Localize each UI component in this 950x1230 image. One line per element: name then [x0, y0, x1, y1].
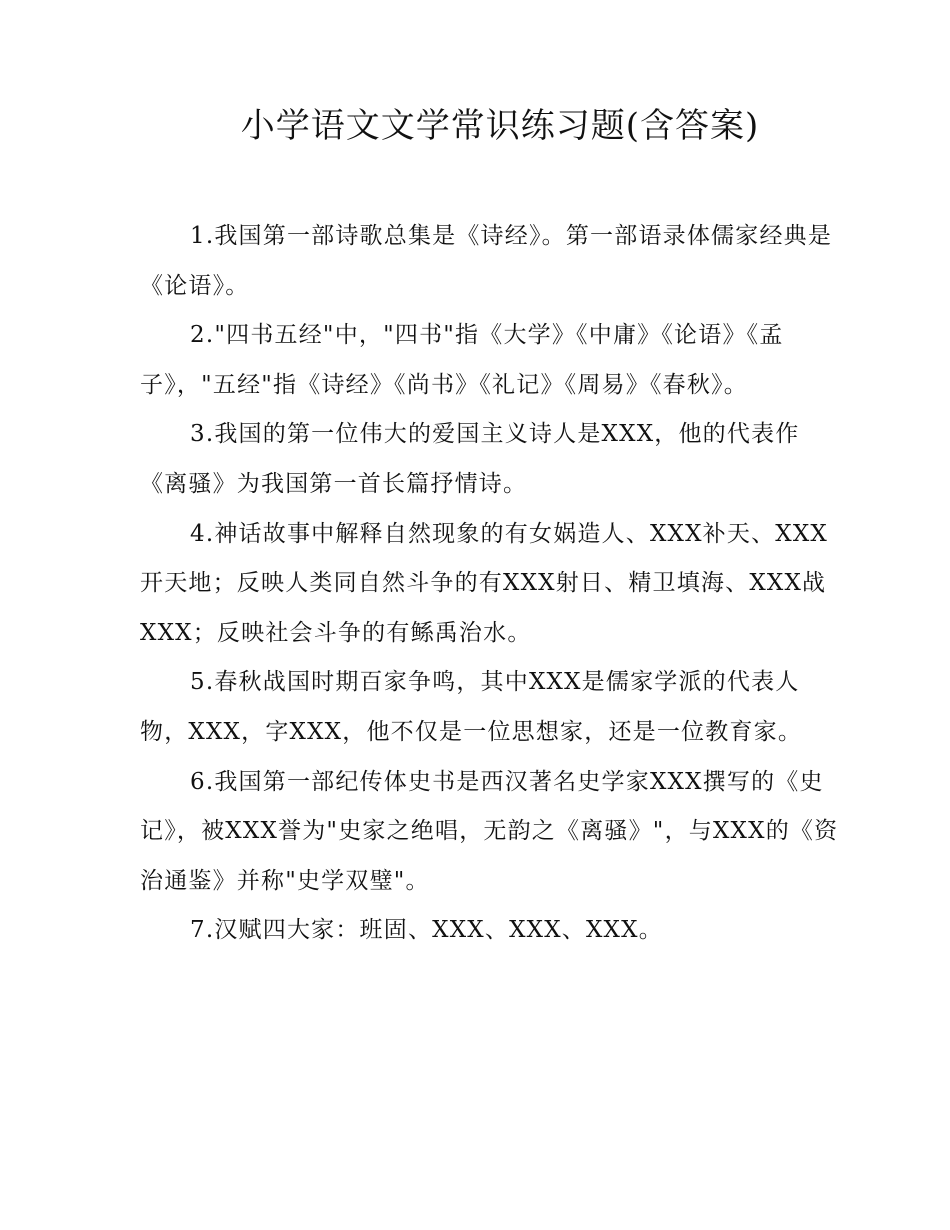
paragraph-4: 4.神话故事中解释自然现象的有女娲造人、XXX补天、XXX开天地；反映人类同自然斗争的有XXX射日、精卫填海、XXX战XXX；反映社会斗争的有鲧禹治水。: [140, 520, 828, 646]
paragraph-6: 6.我国第一部纪传体史书是西汉著名史学家XXX撰写的《史记》，被XXX誉为"史家之绝唱，无韵之《离骚》"，与XXX的《资治通鉴》并称"史学双璧"。: [140, 768, 839, 894]
paragraph-5: 5.春秋战国时期百家争鸣，其中XXX是儒家学派的代表人物，XXX，字XXX，他不仅是一位思想家，还是一位教育家。: [140, 669, 803, 745]
paragraph-7: 7.汉赋四大家：班固、XXX、XXX、XXX。: [190, 917, 663, 944]
paragraph-3: 3.我国的第一位伟大的爱国主义诗人是XXX，他的代表作《离骚》为我国第一首长篇抒情诗。: [140, 421, 800, 497]
paragraph-2: 2."四书五经"中，"四书"指《大学》《中庸》《论语》《孟子》，"五经"指《诗经》《尚书》《礼记》《周易》《春秋》。: [140, 322, 784, 398]
paragraph-1: 1.我国第一部诗歌总集是《诗经》。第一部语录体儒家经典是《论语》。: [140, 223, 833, 299]
document-title: 小学语文文学常识练习题(含答案): [240, 106, 760, 146]
document-body: [140, 212, 840, 956]
